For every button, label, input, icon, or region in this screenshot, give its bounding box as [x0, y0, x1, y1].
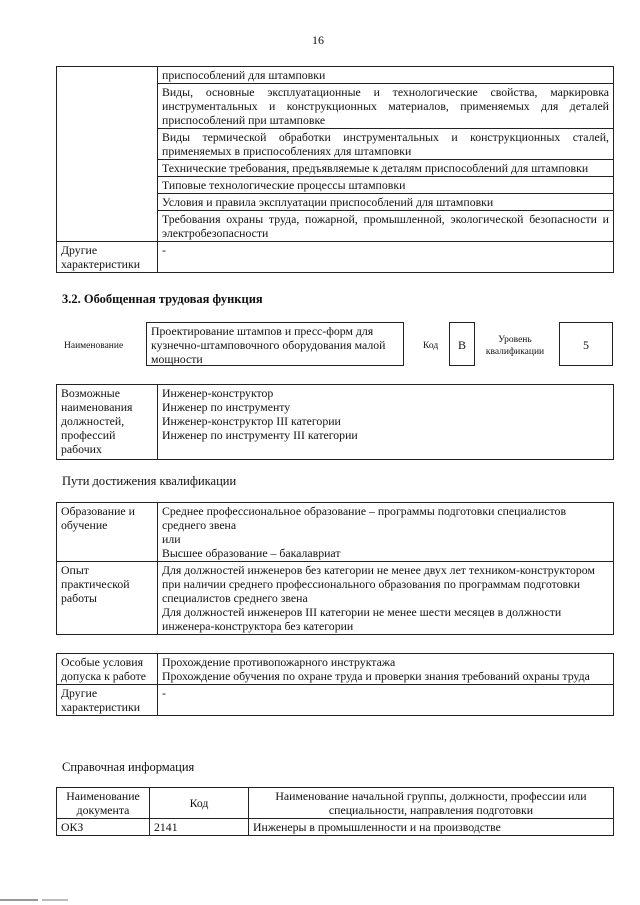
education-line: Высшее образование – бакалавриат	[162, 546, 341, 560]
education-label: Образование и обучение	[57, 503, 158, 562]
list-item: Инженер-конструктор	[162, 386, 274, 400]
level-box: 5	[559, 322, 613, 366]
table-row: Виды, основные эксплуатационные и технологические свойства, маркировка инструментальных и конструкционных материалов, применяемых для деталей приспособлений при штамповке	[158, 84, 614, 129]
admission-other-value: -	[158, 685, 614, 716]
list-item: Инженер по инструменту III категории	[162, 428, 358, 442]
admission-line: Прохождение противопожарного инструктажа	[162, 655, 396, 669]
table-label-cell	[57, 67, 158, 242]
reference-title: Справочная информация	[62, 760, 195, 774]
reference-header: Код	[150, 788, 249, 819]
education-line: или	[162, 532, 181, 546]
admission-line: Прохождение обучения по охране труда и проверки знания требований охраны труда	[162, 669, 590, 683]
qualification-table	[56, 502, 614, 635]
scan-mark	[0, 899, 38, 901]
table-row: Технические требования, предъявляемые к деталям приспособлений для штамповки	[158, 160, 614, 177]
function-name-box: Проектирование штампов и пресс-форм для кузнечно-штамповочного оборудования малой мощности	[146, 322, 404, 366]
reference-header: Наименование документа	[57, 788, 150, 819]
table-row: приспособлений для штамповки	[158, 67, 614, 84]
admission-label: Особые условия допуска к работе	[57, 654, 158, 685]
positions-label: Возможные наименования должностей, профессий рабочих	[57, 385, 158, 460]
positions-table	[56, 384, 614, 460]
reference-cell: 2141	[150, 819, 249, 836]
table-row: Типовые технологические процессы штамповки	[158, 177, 614, 194]
code-label: Код	[423, 341, 439, 351]
paths-title: Пути достижения квалификации	[62, 474, 237, 488]
table-row: Условия и правила эксплуатации приспособлений для штамповки	[158, 194, 614, 211]
table-row: Требования охраны труда, пожарной, промышленной, экологической безопасности и электробезопасности	[158, 211, 614, 242]
admission-table	[56, 653, 614, 716]
education-line: Среднее профессиональное образование – программы подготовки специалистов среднего звена	[162, 504, 567, 532]
list-item: Инженер-конструктор III категории	[162, 414, 341, 428]
code-box: B	[449, 322, 475, 366]
admission-other-label: Другие характеристики	[57, 685, 158, 716]
scan-mark	[42, 899, 68, 901]
experience-label: Опыт практической работы	[57, 562, 158, 635]
experience-line: Для должностей инженеров III категории не менее шести месяцев в должности инженера-конструктора без категории	[162, 605, 562, 633]
other-characteristics-label: Другие характеристики	[57, 242, 158, 273]
other-characteristics-value: -	[158, 242, 614, 273]
reference-cell: ОКЗ	[57, 819, 150, 836]
page-number: 16	[312, 33, 324, 47]
knowledge-table	[56, 66, 614, 273]
experience-line: Для должностей инженеров без категории не менее двух лет техником-конструктором при наличии среднего профессионального образования по программам подготовки специалистов среднего звена	[162, 563, 595, 605]
reference-cell: Инженеры в промышленности и на производстве	[249, 819, 614, 836]
name-label: Наименование	[64, 341, 124, 351]
level-label: Уровень квалификации	[485, 335, 545, 357]
reference-header: Наименование начальной группы, должности, профессии или специальности, направления подготовки	[249, 788, 614, 819]
list-item: Инженер по инструменту	[162, 400, 291, 414]
table-row: Виды термической обработки инструментальных и конструкционных сталей, применяемых в приспособлениях для штамповки	[158, 129, 614, 160]
reference-table	[56, 787, 614, 836]
section-title: 3.2. Обобщенная трудовая функция	[62, 292, 263, 306]
